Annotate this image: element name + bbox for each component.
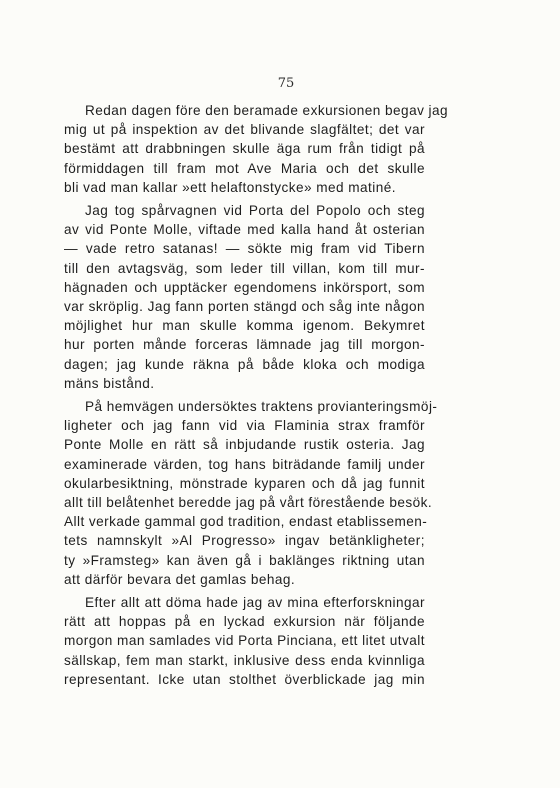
text-line: På hemvägen undersöktes traktens provianteringsmöj- — [85, 399, 438, 415]
text-line: Efter allt att döma hade jag av mina efterforskningar — [85, 595, 425, 611]
text-line: möjlighet hur man skulle komma igenom. Bekymret — [64, 318, 425, 334]
text-line: mig ut på inspektion av det blivande slagfältet; det var — [64, 122, 425, 138]
text-line: ty »Framsteg» kan även gå i baklänges riktning utan — [64, 552, 425, 568]
text-line: dagen; jag kunde räkna på både kloka och modiga — [64, 356, 425, 372]
text-line: allt till belåtenhet beredde jag på vårt förestående besök. — [64, 495, 433, 511]
body-text — [64, 101, 449, 693]
text-line: Redan dagen före den beramade exkursionen begav jag — [85, 103, 449, 118]
text-line: — vade retro satanas! — sökte mig fram vid Tibern — [64, 241, 425, 257]
text-line: okularbesiktning, mönstrade kyparen och då jag funnit — [64, 475, 425, 491]
text-line: tets namnskylt »Al Progresso» ingav betänkligheter; — [64, 533, 425, 549]
text-line: representant. Icke utan stolthet överblickade jag min — [64, 671, 425, 687]
paragraph-1 — [64, 101, 449, 197]
paragraph-2 — [64, 201, 425, 393]
text-line: mäns bistånd. — [64, 375, 155, 391]
text-line: hur porten månde forceras lämnade jag till morgon- — [64, 337, 425, 353]
text-line: av vid Ponte Molle, viftade med kalla hand åt osterian — [64, 222, 425, 238]
paragraph-4 — [64, 593, 425, 689]
text-line: ligheter och jag fann vid via Flaminia strax framför — [64, 418, 425, 434]
paragraph-3 — [64, 397, 438, 589]
text-line: förmiddagen till fram mot Ave Maria och det skulle — [64, 160, 425, 176]
text-line: morgon man samlades vid Porta Pinciana, ett litet utvalt — [64, 633, 425, 649]
text-line: Jag tog spårvagnen vid Porta del Popolo och steg — [85, 203, 425, 219]
text-line: bestämt att drabbningen skulle äga rum från tidigt på — [64, 141, 425, 157]
text-line: examinerade värden, tog hans biträdande familj under — [64, 456, 425, 472]
text-line: till den avtagsväg, som leder till villan, kom till mur- — [64, 260, 425, 276]
text-line: sällskap, fem man starkt, inklusive dess enda kvinnliga — [64, 652, 425, 668]
text-line: att därför bevara det gamlas behag. — [64, 571, 296, 587]
text-line: Ponte Molle en rätt så inbjudande rustik osteria. Jag — [64, 437, 425, 453]
text-line: rätt att hoppas på en lyckad exkursion när följande — [64, 614, 425, 630]
text-line: hägnaden och upptäcker egendomens inkörsport, som — [64, 279, 425, 295]
text-line: var skröplig. Jag fann porten stängd och såg inte någon — [64, 299, 425, 315]
page-number: 75 — [277, 76, 295, 91]
text-line: Allt verkade gammal god tradition, endast etablissemen- — [64, 514, 428, 530]
text-line: bli vad man kallar »ett helaftonstycke» med matiné. — [64, 179, 396, 195]
